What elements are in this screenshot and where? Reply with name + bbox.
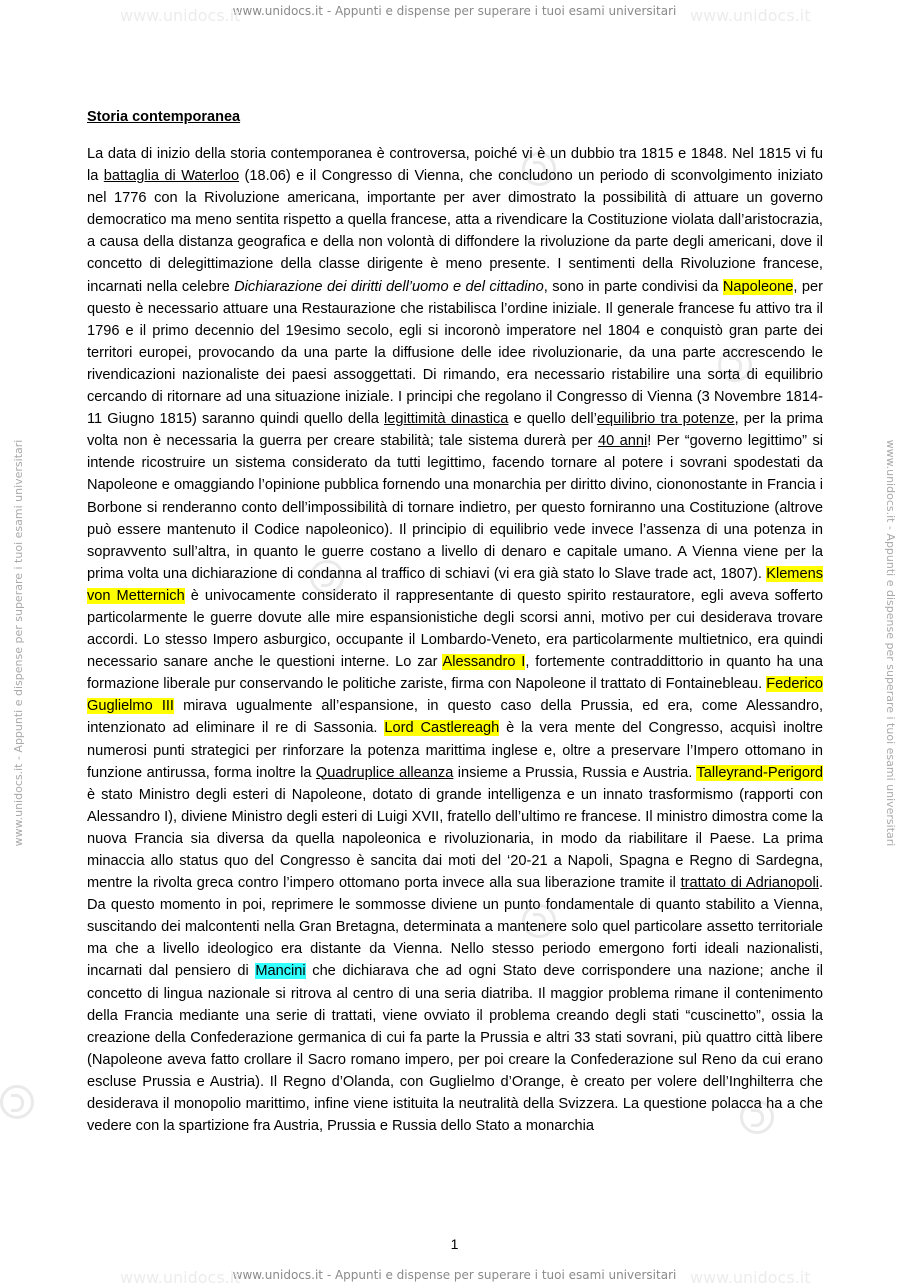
highlighted-name: Alessandro I: [442, 654, 526, 671]
highlighted-name: Talleyrand-Perigord: [696, 764, 823, 781]
highlighted-name: Federico Guglielmo III: [87, 676, 823, 715]
text-run: , fortemente contraddittorio in quanto ha una formazione liberale pur conservando le politiche zariste, firma con Napoleone il trattato di Fontainebleau.: [87, 654, 824, 693]
left-side-watermark: www.unidocs.it - Appunti e dispense per superare i tuoi esami universitari: [12, 439, 25, 847]
text-run: La data di inizio della storia contemporanea è controversa, poiché vi è un dubbio tra 1815 e 1848. Nel 1815 vi fu la: [87, 146, 823, 185]
header-watermark: www.unidocs.it - Appunti e dispense per superare i tuoi esami universitari: [232, 4, 677, 18]
text-run: . Da questo momento in poi, reprimere le sommosse diviene un punto fondamentale di quanto stabilito a Vienna, suscitando dei malcontenti nella Gran Bretagna, determinata a mantenere solo quel particolare assetto territoriale ma che a livello ideologico era distante da Vienna. Nello stesso periodo emergono forti ideali nazionalisti, incarnati dal pensiero di: [87, 875, 823, 980]
watermark-logo-icon: [0, 1085, 34, 1119]
text-run: , per la prima volta non è necessaria la guerra per creare stabilità; tale sistema durerà per: [87, 411, 823, 450]
highlighted-name: Klemens von Metternich: [87, 565, 823, 604]
highlighted-name: Napoleone: [722, 278, 794, 295]
underlined-term: battaglia di Waterloo: [103, 168, 240, 185]
underlined-term: trattato di Adrianopoli: [680, 875, 819, 892]
text-run: è stato Ministro degli esteri di Napoleone, dotato di grande intelligenza e un innato trasformismo (rapporti con Alessandro I), diviene Ministro degli esteri di Luigi XVII, fratello dell’ultimo re francese. Il ministro dimostra come la nuova Francia sia diversa da quella napoleonica e rivoluzionaria, in modo da riabilitare il Paese. La prima minaccia allo status quo del Congresso è sancita dai moti del ‘20-21 a Napoli, Spagna e Regno di Sardegna, mentre la rivolta greca contro l’impero ottomano porta invece alla sua liberazione tramite il: [87, 786, 823, 892]
underlined-term: 40 anni: [597, 433, 648, 450]
faint-watermark: www.unidocs.it: [690, 1268, 811, 1287]
highlighted-name: Mancini: [255, 963, 306, 980]
text-run: e quello dell’: [508, 411, 597, 428]
text-run: insieme a Prussia, Russia e Austria.: [453, 764, 697, 781]
underlined-term: Quadruplice alleanza: [315, 764, 454, 781]
text-run: ! Per “governo legittimo” si intende ricostruire un sistema considerato da tutti legittimo, facendo tornare al potere i sovrani spodestati da Napoleone e omaggiando l’opinione pubblica fornendo una monarchia per diritto divino, ciononostante in Francia i Borbone si renderanno conto dell’impossibilità di tornare indietro, per questo forniranno una Costituzione (altrove può essere mantenuto il Codice napoleonico). Il principio di equilibrio vede invece l’assenza di una potenza in sopravvento sull’altra, in quanto le guerre costano a livello di denaro e capitale umano. A Vienna viene per la prima volta una dichiarazione di condanna al traffico di schiavi (vi era già stato lo Slave trade act, 1807).: [87, 433, 823, 582]
document-title: Storia contemporanea: [87, 109, 241, 125]
faint-watermark: www.unidocs.it: [120, 1268, 241, 1287]
highlighted-name: Lord Castlereagh: [384, 720, 500, 737]
italic-title: Dichiarazione dei diritti dell’uomo e del cittadino: [234, 278, 544, 295]
text-run: che dichiarava che ad ogni Stato deve corrispondere una nazione; anche il concetto di lingua nazionale si ritrova al centro di una seria diatriba. Il maggior problema rimane il contenimento della Francia mediante una serie di trattati, viene ovviato il problema creando degli stati “cuscinetto”, ossia la creazione della Confederazione germanica di cui fa parte la Prussia e altri 33 stati sovrani, più quattro città libere (Napoleone aveva fatto crollare il Sacro romano impero, per poi creare la Confederazione sul Reno da cui erano escluse Prussia e Austria). Il Regno d’Olanda, con Guglielmo d’Orange, è creato per volere dell’Inghilterra che desiderava il monopolio marittimo, infine viene istituita la neutralità della Svizzera. La questione polacca ha a che vedere con la spartizione fra Austria, Prussia e Russia dello Stato a monarchia: [87, 963, 823, 1135]
page-number: 1: [450, 1236, 459, 1252]
faint-watermark: www.unidocs.it: [690, 6, 811, 25]
underlined-term: legittimità dinastica: [384, 411, 509, 428]
text-run: è la vera mente del Congresso, acquisì inoltre numerosi punti strategici per rinforzare la potenza marittima inglese e, oltre a preservare l’Impero ottomano in funzione antirussa, forma inoltre la: [87, 720, 823, 781]
body-paragraph: [87, 143, 823, 1137]
text-run: è univocamente considerato il rappresentante di questo spirito restauratore, egli aveva sofferto particolarmente le guerre dovute alle mire espansionistiche degli scorsi anni, motivo per cui desiderava trovare accordi. Lo stesso Impero asburgico, occupante il Lombardo-Veneto, era particolarmente multietnico, era quindi necessario sanare anche le questioni interne. Lo zar: [87, 587, 823, 671]
text-run: (18.06) e il Congresso di Vienna, che concludono un periodo di sconvolgimento iniziato nel 1776 con la Rivoluzione americana, importante per aver dimostrato la possibilità di attuare un governo democratico ma meno sentita rispetto a quella francese, atta a rivendicare la Costituzione violata dall’aristocrazia, a causa della distanza geografica e della non volontà di diffondere la rivoluzione da parte degli americani, dove il concetto di delegittimazione della classe dirigente è meno presente. I sentimenti della Rivoluzione francese, incarnati nella celebre: [87, 168, 824, 295]
text-run: mirava ugualmente all’espansione, in questo caso della Prussia, ed era, come Alessandro, intenzionato ad eliminare il re di Sassonia.: [87, 698, 824, 737]
footer-watermark: www.unidocs.it - Appunti e dispense per superare i tuoi esami universitari: [232, 1268, 677, 1282]
faint-watermark: www.unidocs.it: [120, 6, 241, 25]
text-run: , sono in parte condivisi da: [543, 278, 723, 295]
underlined-term: equilibrio tra potenze: [596, 411, 735, 428]
text-run: , per questo è necessario attuare una Restaurazione che ristabilisca l’ordine iniziale. Il generale francese fu attivo tra il 1796 e il primo decennio del 19esimo secolo, egli si incoronò imperatore nel 1804 e conquistò gran parte dei territori europei, provocando da una parte la diffusione delle idee rivoluzionarie, da una parte accrescendo le rivendicazioni nazionaliste dei paesi assoggettati. Di rimando, era necessario ristabilire una sorta di equilibrio cercando di ritornare ad una situazione iniziale. I principi che regolano il Congresso di Vienna (3 Novembre 1814-11 Giugno 1815) saranno quindi quello della: [87, 278, 823, 428]
right-side-watermark: www.unidocs.it - Appunti e dispense per superare i tuoi esami universitari: [884, 439, 897, 847]
